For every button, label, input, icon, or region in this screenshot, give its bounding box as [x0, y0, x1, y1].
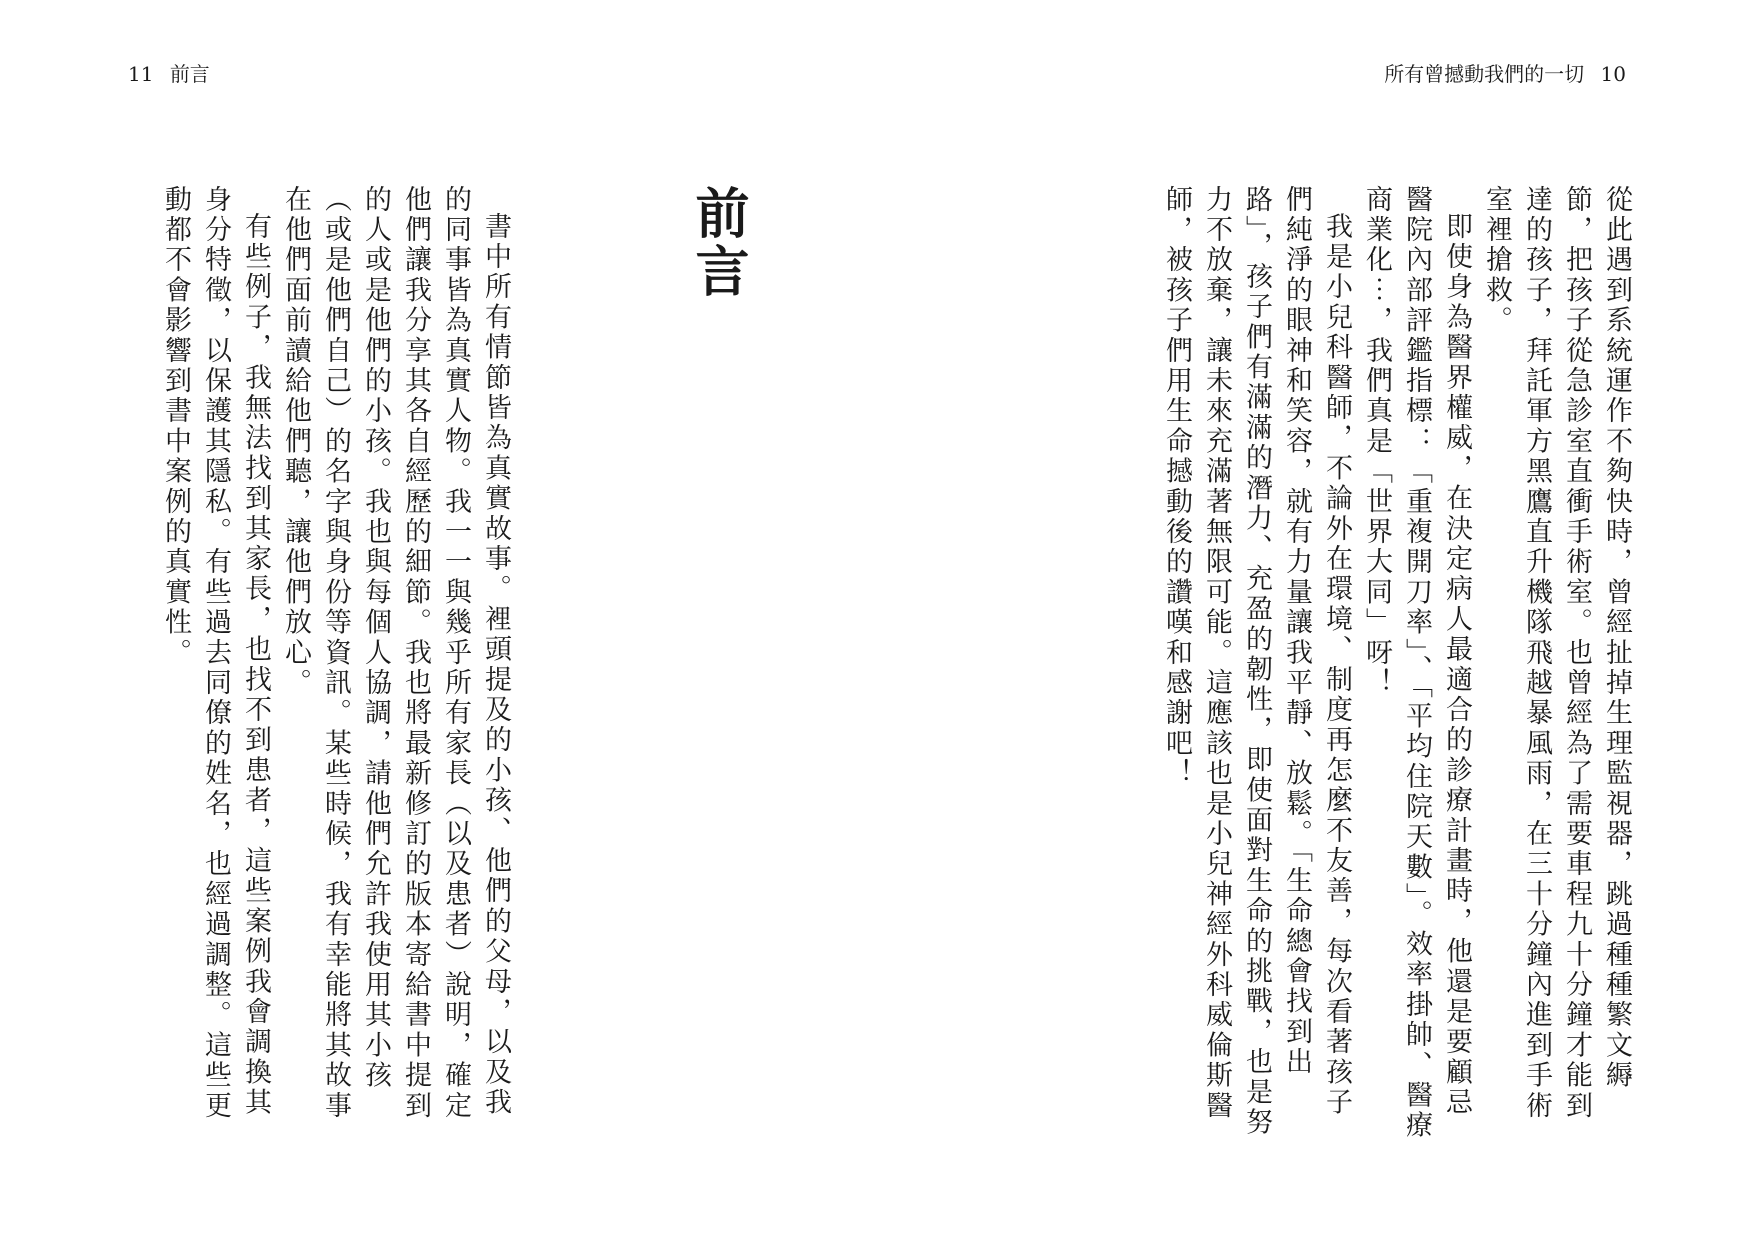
right-page-number: 10	[1600, 62, 1626, 86]
left-page-header	[118, 60, 210, 88]
right-running-title: 所有曾撼動我們的一切	[1384, 62, 1585, 86]
left-paragraph-1: 書中所有情節皆為真實故事。裡頭提及的小孩、他們的父母，以及我的同事皆為真實人物。我一一與幾乎所有家長（以及患者）說明，確定他們讓我分享其各自經歷的細節。我也將最新修訂的版本寄給書中提到的人或是他們的小孩。我也與每個人協調，請他們允許我使用其小孩（或是他們自己）的名字與身份等資訊。某些時候，我有幸能將其故事在他們面前讀給他們聽，讓他們放心。	[280, 185, 511, 1122]
left-paragraph-2: 有些例子，我無法找到其家長，也找不到患者，這些案例我會調換其身分特徵，以保護其隱私。有些過去同僚的姓名，也經過調整。這些更動都不會影響到書中案例的真實性。	[160, 185, 271, 1122]
left-page-number: 11	[128, 62, 154, 86]
left-page-body	[160, 185, 515, 1135]
left-running-title: 前言	[169, 62, 210, 86]
right-page-header	[1384, 60, 1636, 88]
right-paragraph-1: 從此遇到系統運作不夠快時，曾經扯掉生理監視器，跳過種種繁文縟節，把孩子從急診室直衝手術室。也曾經為了需要車程九十分鐘才能到達的孩子，拜託軍方黑鷹直升機隊飛越暴風雨，在三十分鐘內進到手術室裡搶救。	[1481, 185, 1632, 1122]
right-page-body	[1161, 185, 1636, 1145]
right-paragraph-2: 即使身為醫界權威，在決定病人最適合的診療計畫時，他還是要顧忌醫院內部評鑑指標：「重複開刀率」、「平均住院天數」。效率掛帥、醫療商業化⋯，我們真是「世界大同」呀！	[1361, 185, 1472, 1142]
chapter-title: 前言	[687, 185, 750, 301]
right-paragraph-3: 我是小兒科醫師，不論外在環境、制度再怎麼不友善，每次看著孩子們純淨的眼神和笑容，就有力量讓我平靜、放鬆。「生命總會找到出路」，孩子們有滿滿的潛力、充盈的韌性，即使面對生命的挑戰，也是努力不放棄，讓未來充滿著無限可能。這應該也是小兒神經外科威倫斯醫師，被孩子們用生命撼動後的讚嘆和感謝吧！	[1161, 185, 1352, 1138]
